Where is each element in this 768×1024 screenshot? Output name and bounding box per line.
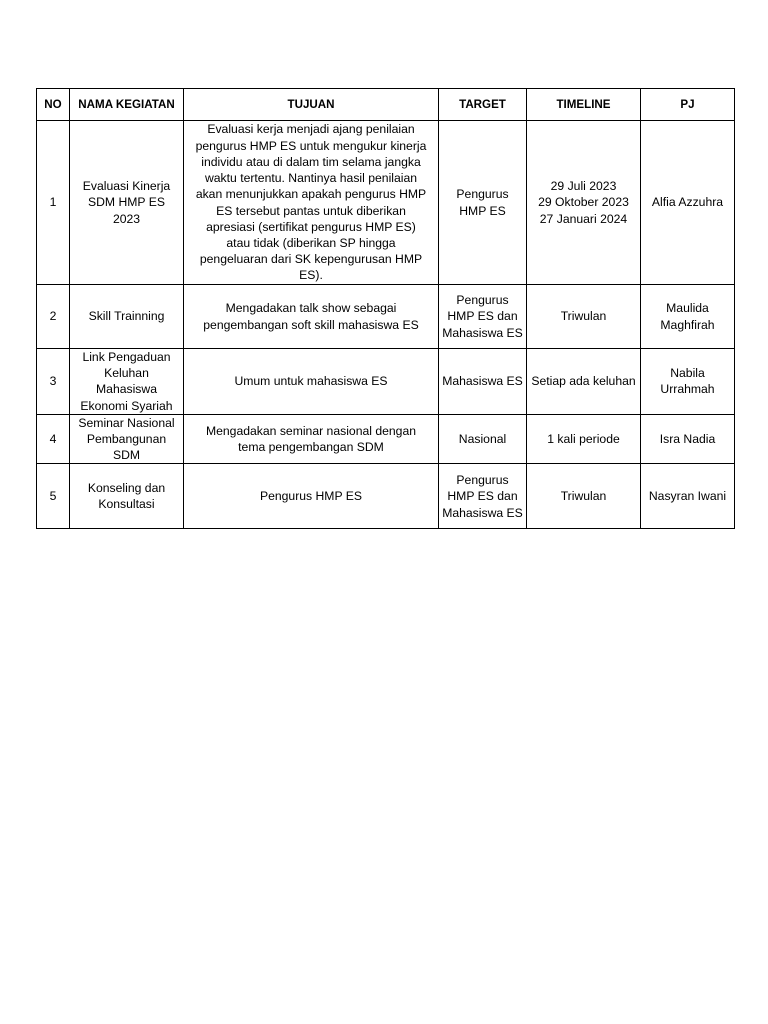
timeline-date: 27 Januari 2024 [539,211,628,226]
timeline-date: 29 Juli 2023 [550,179,617,194]
cell-tujuan: Pengurus HMP ES [184,464,439,529]
work-program-table [36,88,735,529]
header-timeline: TIMELINE [527,89,641,121]
cell-timeline: Triwulan [527,285,641,349]
cell-pj: Nasyran Iwani [641,464,735,529]
cell-target: Pengurus HMP ES dan Mahasiswa ES [439,285,527,349]
table-header-row [37,89,735,121]
cell-tujuan: Umum untuk mahasiswa ES [184,349,439,415]
cell-target: Pengurus HMP ES [439,121,527,285]
cell-nama-kegiatan: Link Pengaduan Keluhan Mahasiswa Ekonomi Syariah [70,349,184,415]
header-no: NO [37,89,70,121]
cell-tujuan: Mengadakan talk show sebagai pengembangan soft skill mahasiswa ES [184,285,439,349]
cell-no: 3 [37,349,70,415]
cell-timeline: Triwulan [527,464,641,529]
table-row [37,414,735,464]
table-row [37,121,735,285]
cell-no: 5 [37,464,70,529]
cell-pj: Isra Nadia [641,414,735,464]
cell-pj: Alfia Azzuhra [641,121,735,285]
cell-pj: Nabila Urrahmah [641,349,735,415]
cell-timeline [527,121,641,285]
header-target: TARGET [439,89,527,121]
header-nama-kegiatan: NAMA KEGIATAN [70,89,184,121]
cell-target: Mahasiswa ES [439,349,527,415]
cell-nama-kegiatan: Seminar Nasional Pembangunan SDM [70,414,184,464]
timeline-date: 29 Oktober 2023 [538,195,629,210]
cell-target: Nasional [439,414,527,464]
cell-nama-kegiatan: Konseling dan Konsultasi [70,464,184,529]
cell-timeline: 1 kali periode [527,414,641,464]
cell-no: 4 [37,414,70,464]
cell-nama-kegiatan: Evaluasi Kinerja SDM HMP ES 2023 [70,121,184,285]
header-tujuan: TUJUAN [184,89,439,121]
cell-nama-kegiatan: Skill Trainning [70,285,184,349]
table-row [37,349,735,415]
cell-pj: Maulida Maghfirah [641,285,735,349]
cell-target: Pengurus HMP ES dan Mahasiswa ES [439,464,527,529]
cell-timeline: Setiap ada keluhan [527,349,641,415]
table-row [37,464,735,529]
cell-tujuan: Evaluasi kerja menjadi ajang penilaian pengurus HMP ES untuk mengukur kinerja individu atau di dalam tim selama jangka waktu tertentu. Nantinya hasil penilaian akan menunjukkan apakah pengurus HMP ES tersebut pantas untuk diberikan apresiasi (sertifikat pengurus HMP ES) atau tidak (diberikan SP hingga pengeluaran dari SK kepengurusan HMP ES). [184,121,439,285]
header-pj: PJ [641,89,735,121]
table-row [37,285,735,349]
cell-no: 2 [37,285,70,349]
cell-tujuan: Mengadakan seminar nasional dengan tema pengembangan SDM [184,414,439,464]
cell-no: 1 [37,121,70,285]
